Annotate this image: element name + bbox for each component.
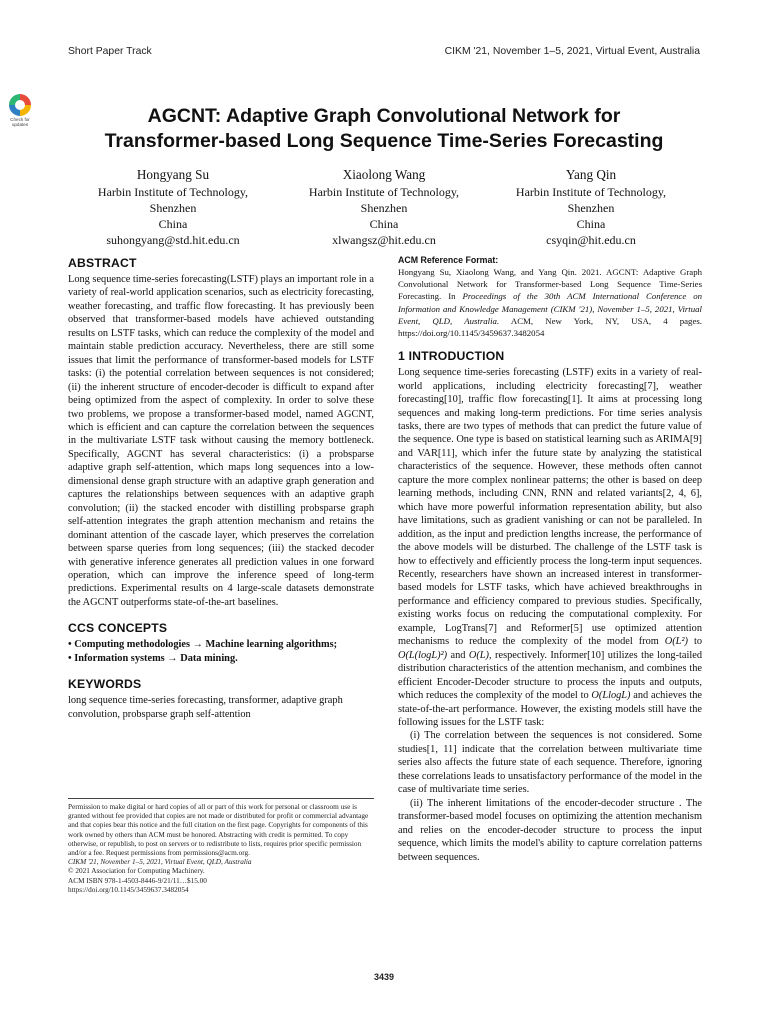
author-city: Shenzhen bbox=[567, 201, 615, 215]
author-country: China bbox=[369, 217, 399, 231]
author-city: Shenzhen bbox=[149, 201, 197, 215]
introduction-heading: 1 INTRODUCTION bbox=[398, 349, 505, 364]
intro-text: to bbox=[687, 636, 702, 648]
footnote-venue: CIKM '21, November 1–5, 2021, Virtual Event, QLD, Australia bbox=[68, 858, 252, 867]
intro-text: Long sequence time-series forecasting (LSTF) exits in a variety of real-world applications, including electricity forecasting[7], weather forecasting[10], traffic flow forecasting[1]. It aims at processing long sequences and making long-term predictions. For time series analysis tasks, there are two types of methods that can predict the future value of the sequence. One type is based on statistical learning such as ARIMA[9] and VAR[11], which infer the future state by analyzing the statistical characteristics of the sequence. However, these methods often cannot capture the more complex nonlinear patterns; the other is based on deep learning methods, including CNN, RNN and related variants[2, 4, 6], which have more powerful information representation ability, but also have limitations, such as gradient vanishing or can not be paralleled. In addition, as the input and prediction lengths increase, the performance of the above models will be disturbed. The challenge of the LSTF task is how to effectively and efficiently process the long-term input sequences. Recently, researchers have shown an increased interest in transformer-based models for LSTF tasks, which have achieved breakthroughs in performance and efficiency compared to previous studies. Specifically, existing works focus on reducing the computational complexity. For example, LogTrans[7] and Reformer[5] use optimized attention mechanisms to reduce the complexity of the model from bbox=[398, 367, 702, 648]
permission-footnote bbox=[68, 798, 374, 895]
page-number: 3439 bbox=[373, 972, 395, 982]
paper-title-line-2: Transformer-based Long Sequence Time-Series Forecasting bbox=[104, 130, 664, 152]
abstract-heading: ABSTRACT bbox=[68, 256, 137, 270]
intro-text: and bbox=[447, 649, 469, 661]
reference-authors: Hongyang Su, Xiaolong Wang, and Yang Qin. 2021. AGCNT: Adaptive Graph Convolutional Network for Transformer-based Long Sequence Time-Series Forecasting. In bbox=[398, 267, 702, 302]
paper-title-line-1: AGCNT: Adaptive Graph Convolutional Network for bbox=[147, 105, 621, 127]
author-email[interactable]: csyqin@hit.edu.cn bbox=[546, 233, 636, 247]
ccs-concept-1: • Computing methodologies → Machine learning algorithms; bbox=[68, 639, 338, 651]
author-email[interactable]: xlwangsz@hit.edu.cn bbox=[332, 233, 436, 247]
crossmark-text: Check for updates bbox=[10, 117, 30, 127]
keywords-text: long sequence time-series forecasting, transformer, adaptive graph convolution, probsparse graph self-attention bbox=[68, 695, 343, 720]
author-country: China bbox=[576, 217, 606, 231]
intro-paragraph-1 bbox=[398, 366, 702, 729]
author-affiliation: Harbin Institute of Technology, bbox=[97, 185, 249, 199]
author-1 bbox=[68, 166, 278, 248]
intro-text: , respectively. Informer[10] utilizes the long-tailed distribution characteristics of the attention mechanism, and combines the efficient Encoder-Decoder structure to process the inputs and outputs, which reduces the complexity of the model to bbox=[398, 649, 702, 702]
intro-paragraph-3: (ii) The inherent limitations of the encoder-decoder structure . The transformer-based model focuses on optimizing the attention mechanism and relies on the encoder-decoder structure to process the input sequence, which limits the model's ability to capture correlation patterns between sequences. bbox=[398, 797, 702, 863]
reference-proceedings: Proceedings of the 30th ACM International Conference on Information and Knowledge Management (CIKM '21), November 1–5, 2021, Virtual Event, QLD, Australia. bbox=[398, 291, 703, 326]
author-3 bbox=[486, 166, 696, 248]
author-name: Yang Qin bbox=[565, 167, 617, 182]
author-affiliation: Harbin Institute of Technology, bbox=[308, 185, 460, 199]
ccs-heading: CCS CONCEPTS bbox=[68, 621, 168, 636]
running-head-track: Short Paper Track bbox=[68, 46, 152, 57]
footnote-doi[interactable]: https://doi.org/10.1145/3459637.3482054 bbox=[68, 885, 189, 894]
abstract-text: Long sequence time-series forecasting(LSTF) plays an important role in a variety of real-world application scenarios, such as electricity forecasting, weather forecasting, and traffic flow forecasting. It has previously been observed that transformer-based models have achieved outstanding results on LSTF tasks, which can reduce the complexity of the model and maintain stable prediction accuracy. Nevertheless, there are still some issues that limit the performance of transformer-based models for LSTF tasks: (i) the potential correlation between sequences is not considered; (ii) the inherent structure of encoder-decoder is difficult to expand after being optimized from the aspect of complexity. In order to solve these two problems, we propose a transformer-based model, named AGCNT, which is efficient and can capture the correlation between the sequences in the multivariate LSTF task without causing the memory bottleneck. Specifically, AGCNT has several characteristics: (i) a probsparse adaptive graph self-attention, which maps long sequences into a low-dimensional dense graph structure with an adaptive graph generation and captures the relationships between sequences with an adaptive graph convolution; (ii) the stacked encoder with distilling probsparse graph self-attention integrates the graph attention mechanism and retains the dominant attention of the cascade layer, which preserves the correlation between sparse queries from long sequences; (iii) the stacked decoder with generative inference generates all prediction values in one forward operation, which can improve the inference speed of long-term predictions. Experimental results on 4 large-scale datasets demonstrate the AGCNT outperforms state-of-the-art baselines. bbox=[68, 274, 374, 608]
author-2 bbox=[279, 166, 489, 248]
crossmark-badge bbox=[9, 94, 31, 116]
author-name: Xiaolong Wang bbox=[342, 167, 426, 182]
math-expression: O(L(logL)²) bbox=[398, 649, 448, 661]
keywords-heading: KEYWORDS bbox=[68, 677, 142, 692]
permission-text: Permission to make digital or hard copies of all or part of this work for personal or classroom use is granted without fee provided that copies are not made or distributed for profit or commercial advantage and that copies bear this notice and the full citation on the first page. Copyrights for components of this work owned by others than ACM must be honored. Abstracting with credit is permitted. To copy otherwise, or republish, to post on servers or to redistribute to lists, requires prior specific permission and/or a fee. Request permissions from permissions@acm.org. bbox=[68, 803, 369, 858]
right-column bbox=[398, 255, 702, 864]
paper-title bbox=[68, 104, 700, 154]
author-country: China bbox=[158, 217, 188, 231]
author-city: Shenzhen bbox=[360, 201, 408, 215]
footnote-copyright: © 2021 Association for Computing Machinery. bbox=[68, 867, 205, 876]
intro-text: and achieves the state-of-the-art performance. However, the existing models still have the following issues for the LSTF task: bbox=[398, 690, 703, 728]
author-email[interactable]: suhongyang@std.hit.edu.cn bbox=[106, 233, 240, 247]
reference-format-text bbox=[398, 266, 702, 339]
author-affiliation: Harbin Institute of Technology, bbox=[515, 185, 667, 199]
math-expression: O(L²) bbox=[664, 636, 688, 648]
author-name: Hongyang Su bbox=[136, 167, 210, 182]
reference-format-heading: ACM Reference Format: bbox=[398, 255, 499, 265]
math-expression: O(L) bbox=[468, 649, 490, 661]
footnote-isbn: ACM ISBN 978-1-4503-8446-9/21/11…$15.00 bbox=[68, 876, 207, 885]
intro-paragraph-2: (i) The correlation between the sequences is not considered. Some studies[1, 11] indicate that the correlation between multivariate time series also affects the future state of each sequence. Therefore, ignoring these correlations leads to unsatisfactory performance of the model in the case of multivariate time series. bbox=[398, 730, 702, 796]
ccs-concept-2: • Information systems → Data mining. bbox=[68, 652, 238, 664]
crossmark-icon[interactable] bbox=[7, 94, 33, 127]
running-head-venue: CIKM '21, November 1–5, 2021, Virtual Event, Australia bbox=[444, 46, 700, 57]
math-expression: O(LlogL) bbox=[591, 690, 631, 702]
left-column bbox=[68, 255, 374, 721]
reference-tail: ACM, New York, NY, USA, 4 pages. https://doi.org/10.1145/3459637.3482054 bbox=[398, 315, 702, 339]
